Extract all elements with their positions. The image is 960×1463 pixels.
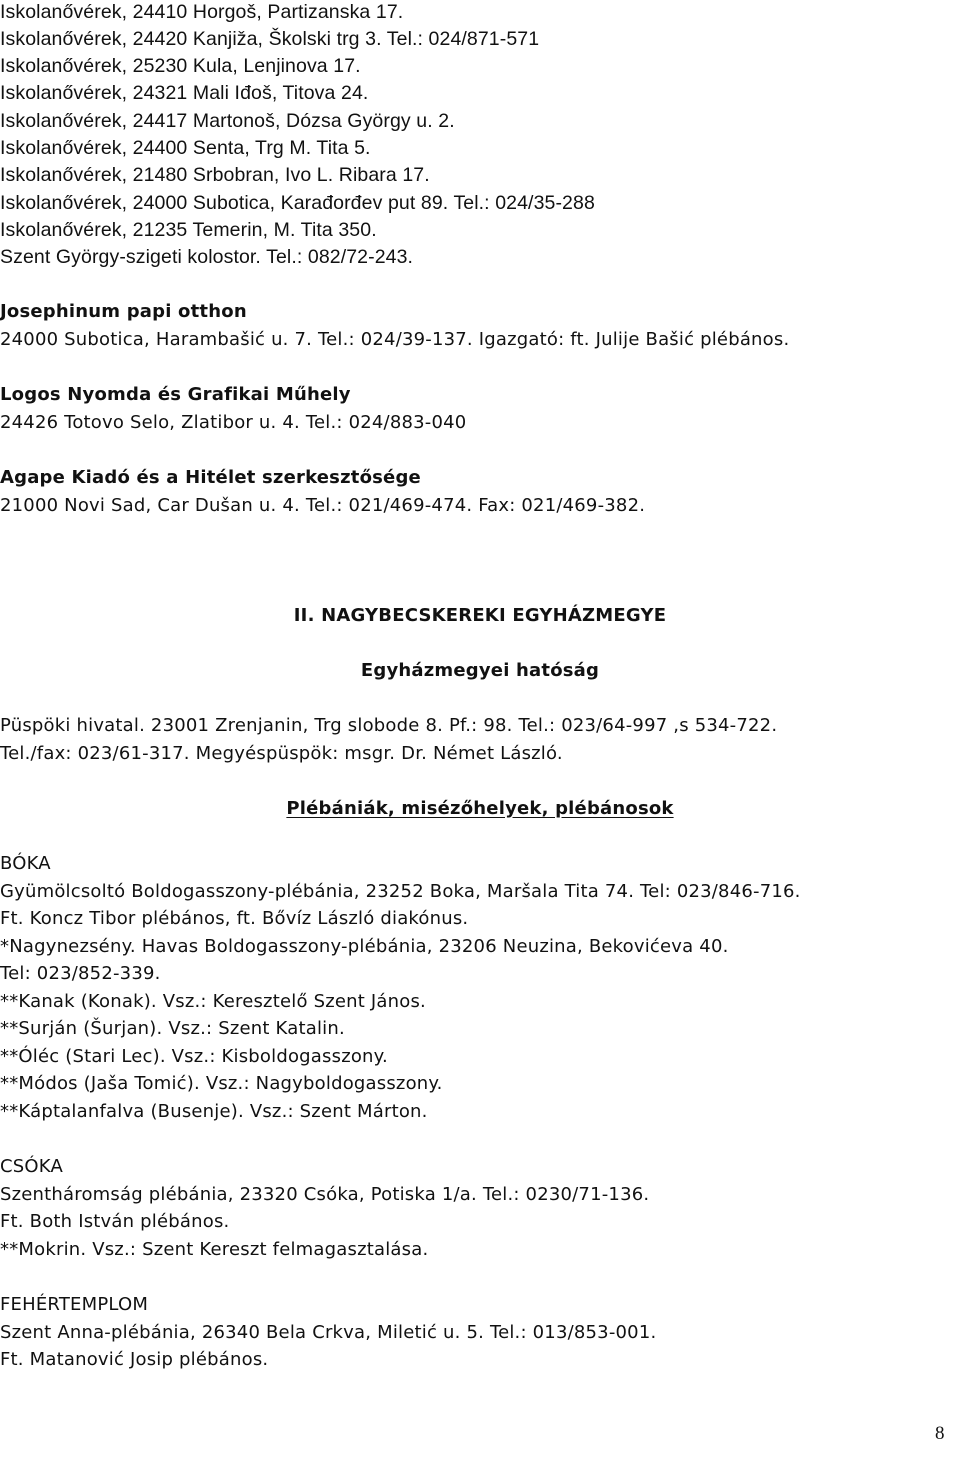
agape-heading: Agape Kiadó és a Hitélet szerkesztősége xyxy=(0,467,421,488)
parish-line: Gyümölcsoltó Boldogasszony-plébánia, 23252 Boka, Maršala Tita 74. Tel: 023/846-716. xyxy=(0,881,801,902)
parish-name-fehertemplom: FEHÉRTEMPLOM xyxy=(0,1294,149,1315)
address-line: Iskolanővérek, 24420 Kanjiža, Školski trg 3. Tel.: 024/871-571 xyxy=(0,28,540,50)
josephinum-heading: Josephinum papi otthon xyxy=(0,301,247,322)
parish-line: Ft. Both István plébános. xyxy=(0,1211,230,1232)
address-line: Szent György-szigeti kolostor. Tel.: 082/72-243. xyxy=(0,246,414,268)
office-line: Püspöki hivatal. 23001 Zrenjanin, Trg slobode 8. Pf.: 98. Tel.: 023/64-997 ,s 534-722. xyxy=(0,715,778,736)
logos-address: 24426 Totovo Selo, Zlatibor u. 4. Tel.: 024/883-040 xyxy=(0,412,467,433)
parish-line: **Óléc (Stari Lec). Vsz.: Kisboldogasszony. xyxy=(0,1046,388,1067)
office-line: Tel./fax: 023/61-317. Megyéspüspök: msgr. Dr. Német László. xyxy=(0,743,563,764)
parish-name-boka: BÓKA xyxy=(0,853,51,874)
parish-line: Ft. Matanović Josip plébános. xyxy=(0,1349,269,1370)
parish-name-csoka: CSÓKA xyxy=(0,1156,63,1177)
agape-address: 21000 Novi Sad, Car Dušan u. 4. Tel.: 021/469-474. Fax: 021/469-382. xyxy=(0,495,646,516)
parish-line: **Káptalanfalva (Busenje). Vsz.: Szent Márton. xyxy=(0,1101,428,1122)
parish-line: Ft. Koncz Tibor plébános, ft. Bővíz László diakónus. xyxy=(0,908,469,929)
address-line: Iskolanővérek, 24321 Mali Iđoš, Titova 24. xyxy=(0,82,369,104)
address-line: Iskolanővérek, 24410 Horgoš, Partizanska 17. xyxy=(0,1,404,23)
parish-line: **Surján (Šurjan). Vsz.: Szent Katalin. xyxy=(0,1018,345,1039)
parish-line: **Módos (Jaša Tomić). Vsz.: Nagyboldogasszony. xyxy=(0,1073,443,1094)
parish-line: *Nagynezsény. Havas Boldogasszony-plébánia, 23206 Neuzina, Bekovićeva 40. xyxy=(0,936,729,957)
logos-heading: Logos Nyomda és Grafikai Műhely xyxy=(0,384,351,405)
josephinum-address: 24000 Subotica, Harambašić u. 7. Tel.: 024/39-137. Igazgató: ft. Julije Bašić plébános. xyxy=(0,329,790,350)
diocese-section-title: II. NAGYBECSKEREKI EGYHÁZMEGYE xyxy=(293,605,667,626)
parish-line: Szentháromság plébánia, 23320 Csóka, Potiska 1/a. Tel.: 0230/71-136. xyxy=(0,1184,650,1205)
address-line: Iskolanővérek, 21480 Srbobran, Ivo L. Ribara 17. xyxy=(0,164,430,186)
parish-line: Tel: 023/852-339. xyxy=(0,963,161,984)
address-line: Iskolanővérek, 21235 Temerin, M. Tita 350. xyxy=(0,219,377,241)
page-number: 8 xyxy=(935,1423,945,1444)
parish-line: **Kanak (Konak). Vsz.: Keresztelő Szent János. xyxy=(0,991,426,1012)
authority-heading: Egyházmegyei hatóság xyxy=(360,660,600,681)
address-line: Iskolanővérek, 24417 Martonoš, Dózsa György u. 2. xyxy=(0,110,455,132)
parish-line: **Mokrin. Vsz.: Szent Kereszt felmagasztalása. xyxy=(0,1239,429,1260)
parish-line: Szent Anna-plébánia, 26340 Bela Crkva, Miletić u. 5. Tel.: 013/853-001. xyxy=(0,1322,657,1343)
parishes-heading: Plébániák, misézőhelyek, plébánosok xyxy=(286,798,674,819)
address-line: Iskolanővérek, 25230 Kula, Lenjinova 17. xyxy=(0,55,361,77)
address-line: Iskolanővérek, 24400 Senta, Trg M. Tita 5. xyxy=(0,137,371,159)
address-line: Iskolanővérek, 24000 Subotica, Karađorđev put 89. Tel.: 024/35-288 xyxy=(0,192,595,214)
